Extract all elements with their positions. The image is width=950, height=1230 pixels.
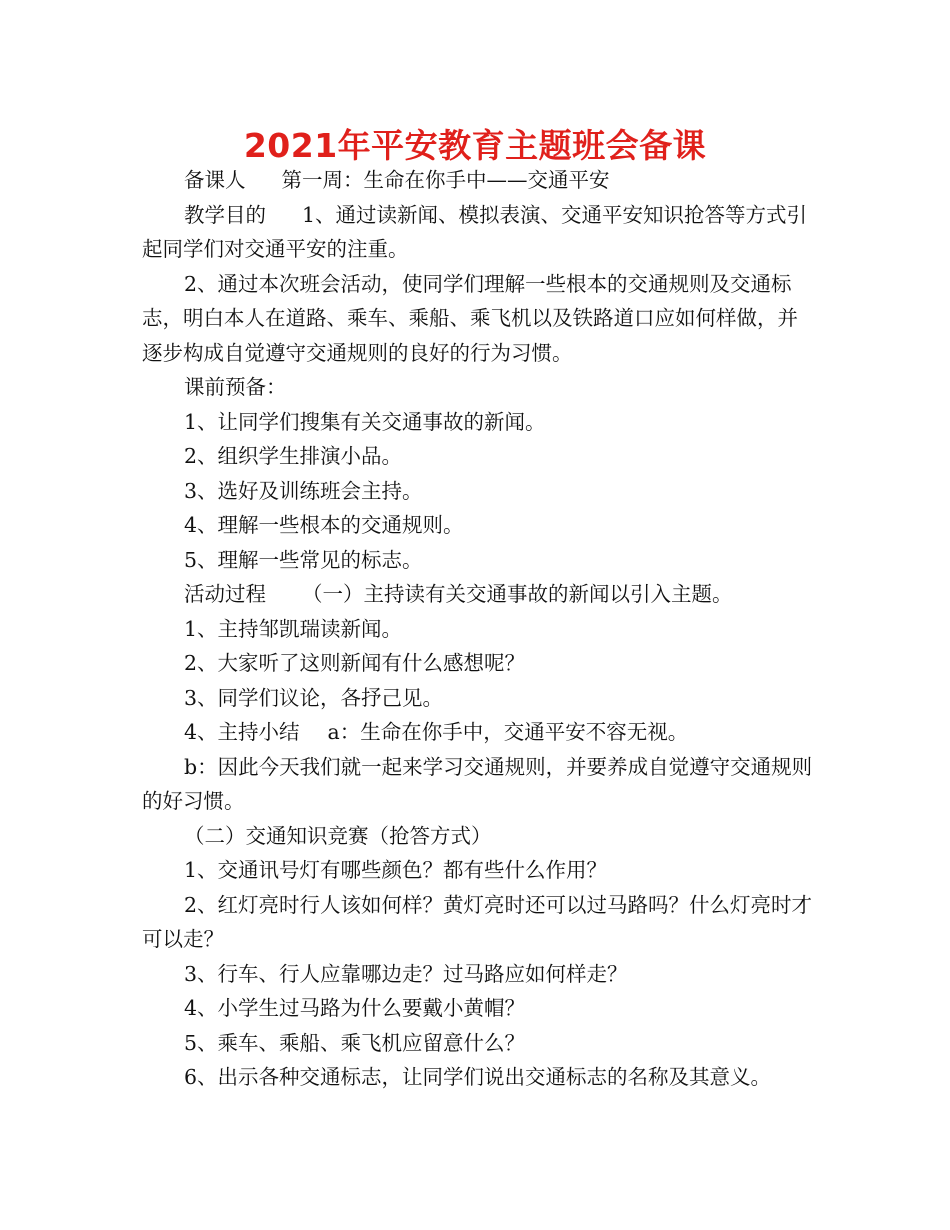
quiz-item: 5、乘车、乘船、乘飞机应留意什么？ xyxy=(184,1030,526,1055)
objective-label: 教学目的 xyxy=(184,202,266,227)
preparer-label: 备课人 xyxy=(184,168,246,192)
section-1-item: 2、大家听了这则新闻有什么感想呢？ xyxy=(184,651,526,675)
objective-2-paragraph: 2、通过本次班会活动，使同学们理解一些根本的交通规则及交通标志，明白本人在道路、乘车、乘船、乘飞机以及铁路道口应如何样做，并逐步构成自觉遵守交通规则的良好的行为习惯。 xyxy=(142,271,798,365)
quiz-item: 3、行车、行人应靠哪边走？过马路应如何样走？ xyxy=(184,961,628,986)
objective-1-text: 1、通过读新闻、模拟表演、交通平安知识抢答等方式引起同学们对交通平安的注重。 xyxy=(142,202,808,261)
prep-heading: 课前预备： xyxy=(184,375,287,399)
process-line xyxy=(142,577,814,612)
week-line: 第一周：生命在你手中——交通平安 xyxy=(281,168,610,192)
prep-item: 2、组织学生排演小品。 xyxy=(184,444,403,468)
section-2-heading: （二）交通知识竞赛（抢答方式） xyxy=(184,823,492,848)
quiz-item: 6、出示各种交通标志，让同学们说出交通标志的名称及其意义。 xyxy=(184,1065,772,1089)
prep-item: 5、理解一些常见的标志。 xyxy=(184,547,423,572)
document-body xyxy=(142,163,814,1095)
section-1-heading: （一）主持读有关交通事故的新闻以引入主题。 xyxy=(302,582,733,606)
summary-line xyxy=(142,715,814,750)
section-1-item: 3、同学们议论，各抒己见。 xyxy=(184,685,444,710)
quiz-item: 2、红灯亮时行人该如何样？黄灯亮时还可以过马路吗？什么灯亮时才可以走？ xyxy=(142,892,813,951)
process-label: 活动过程 xyxy=(184,582,266,606)
preparer-line xyxy=(142,163,814,198)
summary-a: a：生命在你手中，交通平安不容无视。 xyxy=(327,720,689,744)
quiz-item: 1、交通讯号灯有哪些颜色？都有些什么作用？ xyxy=(184,858,608,882)
summary-b-paragraph: b：因此今天我们就一起来学习交通规则，并要养成自觉遵守交通规则的好习惯。 xyxy=(142,754,813,813)
prep-item: 4、理解一些根本的交通规则。 xyxy=(184,513,464,537)
objective-1-paragraph xyxy=(142,198,814,267)
section-1-item: 1、主持邹凯瑞读新闻。 xyxy=(184,616,403,641)
quiz-item: 4、小学生过马路为什么要戴小黄帽？ xyxy=(184,996,526,1020)
summary-label: 4、主持小结 xyxy=(184,720,300,744)
prep-item: 1、让同学们搜集有关交通事故的新闻。 xyxy=(184,409,546,434)
document-title: 2021年平安教育主题班会备课 xyxy=(243,126,707,165)
prep-item: 3、选好及训练班会主持。 xyxy=(184,478,423,503)
